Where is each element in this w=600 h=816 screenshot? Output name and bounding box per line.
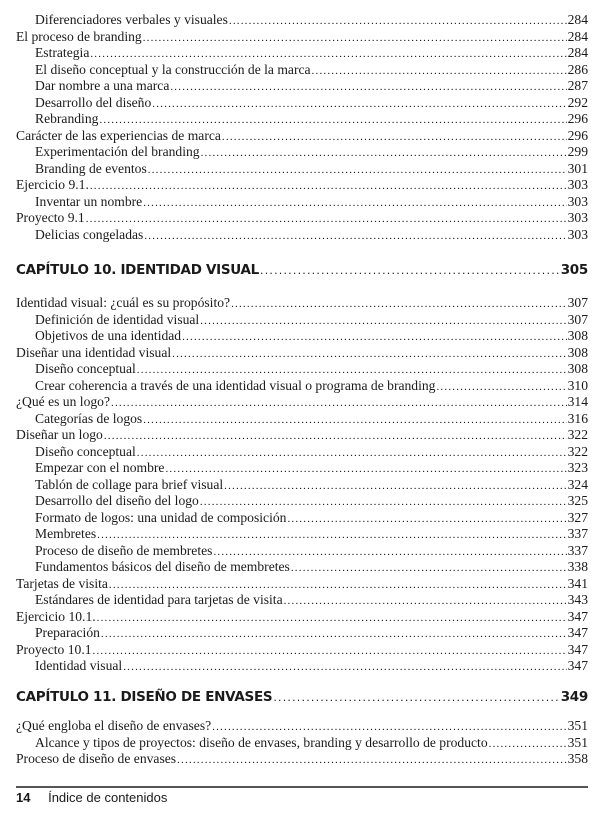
toc-entry-title: Tablón de collage para brief visual — [35, 476, 224, 492]
toc-entry-page: 303 — [567, 177, 588, 192]
toc-entry[interactable] — [16, 576, 588, 593]
toc-entry[interactable] — [16, 543, 588, 560]
toc-entry-page: 287 — [567, 78, 588, 93]
toc-entry-title: Delicias congeladas — [35, 226, 144, 242]
dot-leader — [101, 626, 567, 643]
toc-entry-title: Proceso de diseño de envases — [16, 751, 177, 766]
toc-entry[interactable] — [16, 62, 588, 79]
toc-entry-title: Diseño conceptual — [35, 443, 136, 459]
dot-leader — [104, 428, 567, 445]
toc-entry[interactable] — [16, 177, 588, 194]
dot-leader — [111, 395, 567, 412]
toc-entry-page: 325 — [567, 493, 588, 508]
toc-entry[interactable] — [16, 718, 588, 735]
dot-leader — [99, 112, 566, 129]
toc-section-chapter-10 — [16, 295, 588, 675]
toc-entry-title: Carácter de las experiencias de marca — [16, 127, 221, 143]
toc-entry-title: Proyecto 9.1 — [16, 210, 85, 225]
toc-entry[interactable] — [16, 642, 588, 659]
toc-section-chapter-9-end — [16, 12, 588, 243]
toc-entry[interactable] — [16, 210, 588, 227]
toc-entry-title: Preparación — [35, 625, 100, 640]
dot-leader — [231, 296, 567, 313]
toc-entry-title: Diferenciadores verbales y visuales — [35, 12, 228, 27]
dot-leader — [152, 96, 566, 113]
toc-entry-title: Objetivos de una identidad — [35, 328, 182, 343]
dot-leader — [260, 264, 560, 277]
toc-entry-title: Alcance y tipos de proyectos: diseño de envases, branding y desarrollo de producto — [35, 734, 488, 750]
toc-entry-page: 296 — [567, 111, 588, 126]
toc-entry[interactable] — [16, 444, 588, 461]
toc-entry[interactable] — [16, 477, 588, 494]
toc-entry-title: Proceso de diseño de membretes — [35, 542, 213, 558]
toc-entry-page: 303 — [567, 210, 588, 225]
dot-leader — [93, 643, 567, 660]
toc-entry-page: 351 — [567, 734, 588, 750]
toc-entry-title: Identidad visual: ¿cuál es su propósito? — [16, 295, 231, 310]
toc-entry-page: 301 — [567, 160, 588, 176]
toc-entry-page: 343 — [567, 592, 588, 607]
toc-entry-title: Diseñar un logo — [16, 427, 103, 442]
page-footer — [16, 790, 167, 805]
dot-leader — [97, 527, 566, 544]
toc-entry-page: 314 — [567, 394, 588, 409]
footer-page-number: 14 — [16, 790, 31, 805]
toc-entry-page: 323 — [567, 460, 588, 475]
footer-title: Índice de contenidos — [48, 790, 168, 805]
toc-entry-title: Dar nombre a una marca — [35, 78, 170, 93]
toc-entry-title: Categorías de logos — [35, 410, 143, 426]
dot-leader — [224, 478, 566, 495]
toc-entry-title: Tarjetas de visita — [16, 575, 108, 591]
toc-entry-title: Ejercicio 9.1. — [16, 177, 89, 192]
toc-entry[interactable] — [16, 592, 588, 609]
toc-entry[interactable] — [16, 658, 588, 675]
dot-leader — [312, 63, 567, 80]
toc-entry[interactable] — [16, 111, 588, 128]
dot-leader — [97, 610, 567, 627]
toc-entry-page: 284 — [567, 45, 588, 60]
toc-entry[interactable] — [16, 751, 588, 768]
dot-leader — [109, 577, 567, 594]
toc-entry-title: Diseñar una identidad visual — [16, 344, 172, 360]
dot-leader — [143, 195, 566, 212]
toc-entry-title: ¿Qué es un logo? — [16, 394, 110, 409]
toc-entry[interactable] — [16, 427, 588, 444]
dot-leader — [182, 329, 567, 346]
dot-leader — [177, 752, 567, 769]
toc-entry-title: Inventar un nombre — [35, 193, 143, 209]
chapter-title: CAPÍTULO 10. IDENTIDAD VISUAL — [16, 262, 259, 278]
chapter-title: CAPÍTULO 11. DISEÑO DE ENVASES — [16, 689, 273, 705]
dot-leader — [212, 719, 566, 736]
toc-entry-title: Estándares de identidad para tarjetas de visita — [35, 592, 283, 607]
dot-leader — [201, 145, 567, 162]
toc-entry[interactable] — [16, 312, 588, 329]
toc-entry-title: Membretes — [35, 526, 97, 541]
toc-entry-page: 308 — [567, 328, 588, 343]
toc-entry[interactable] — [16, 460, 588, 477]
toc-entry-page: 308 — [567, 361, 588, 376]
dot-leader — [172, 346, 566, 363]
toc-entry[interactable] — [16, 609, 588, 626]
toc-entry-title: El proceso de branding — [16, 28, 142, 44]
toc-entry-page: 307 — [567, 311, 588, 327]
toc-entry[interactable] — [16, 394, 588, 411]
toc-entry-page: 337 — [567, 542, 588, 558]
toc-entry-page: 292 — [567, 94, 588, 110]
chapter-heading-10[interactable] — [16, 262, 588, 278]
dot-leader — [90, 46, 566, 63]
toc-entry-title: Ejercicio 10.1. — [16, 608, 96, 624]
toc-entry-page: 337 — [567, 526, 588, 541]
dot-leader — [170, 79, 566, 96]
toc-entry-page: 284 — [567, 12, 588, 27]
toc-entry[interactable] — [16, 411, 588, 428]
toc-entry-title: Diseño conceptual — [35, 361, 136, 376]
toc-entry-page: 303 — [567, 193, 588, 209]
toc-entry[interactable] — [16, 345, 588, 362]
dot-leader — [213, 544, 566, 561]
toc-entry-title: Proyecto 10.1 — [16, 641, 92, 657]
chapter-page: 305 — [560, 262, 588, 278]
toc-entry-page: 284 — [567, 28, 588, 44]
toc-entry-page: 347 — [567, 641, 588, 657]
dot-leader — [222, 129, 567, 146]
dot-leader — [200, 313, 566, 330]
toc-entry-title: Rebranding — [35, 111, 99, 126]
toc-entry-title: Estrategia — [35, 45, 90, 60]
toc-entry-page: 324 — [567, 476, 588, 492]
dot-leader — [144, 228, 566, 245]
toc-entry[interactable] — [16, 295, 588, 312]
toc-entry-page: 307 — [567, 295, 588, 310]
toc-section-chapter-11 — [16, 718, 588, 768]
dot-leader — [489, 736, 567, 753]
dot-leader — [137, 362, 567, 379]
chapter-page: 349 — [560, 689, 588, 705]
toc-entry-title: Identidad visual — [35, 658, 123, 673]
toc-entry-title: Branding de eventos — [35, 160, 147, 176]
footer-rule — [16, 786, 588, 788]
chapter-heading-11[interactable] — [16, 689, 588, 705]
toc-entry-title: El diseño conceptual y la construcción de la marca — [35, 61, 311, 77]
toc-entry-page: 347 — [567, 608, 588, 624]
toc-entry-page: 299 — [567, 144, 588, 159]
toc-entry[interactable] — [16, 95, 588, 112]
dot-leader — [123, 659, 566, 676]
toc-entry[interactable] — [16, 526, 588, 543]
dot-leader — [273, 691, 559, 704]
toc-entry[interactable] — [16, 78, 588, 95]
dot-leader — [291, 560, 567, 577]
dot-leader — [165, 461, 566, 478]
toc-entry-page: 303 — [567, 226, 588, 242]
toc-entry-title: Formato de logos: una unidad de composición — [35, 509, 287, 525]
toc-entry[interactable] — [16, 12, 588, 29]
dot-leader — [284, 593, 567, 610]
toc-entry-page: 341 — [567, 575, 588, 591]
dot-leader — [436, 379, 566, 396]
toc-entry-page: 286 — [567, 61, 588, 77]
toc-entry-page: 322 — [567, 443, 588, 459]
toc-entry[interactable] — [16, 161, 588, 178]
toc-entry[interactable] — [16, 559, 588, 576]
dot-leader — [200, 494, 567, 511]
toc-entry-page: 347 — [567, 625, 588, 640]
toc-entry[interactable] — [16, 128, 588, 145]
toc-entry[interactable] — [16, 361, 588, 378]
toc-entry[interactable] — [16, 144, 588, 161]
toc-entry[interactable] — [16, 493, 588, 510]
toc-entry[interactable] — [16, 45, 588, 62]
toc-entry[interactable] — [16, 328, 588, 345]
toc-entry-page: 351 — [567, 718, 588, 733]
dot-leader — [143, 30, 567, 47]
toc-entry-page: 316 — [567, 410, 588, 426]
toc-entry[interactable] — [16, 194, 588, 211]
dot-leader — [86, 211, 567, 228]
toc-entry-title: ¿Qué engloba el diseño de envases? — [16, 718, 212, 733]
dot-leader — [90, 178, 567, 195]
toc-entry-title: Crear coherencia a través de una identidad visual o programa de branding — [35, 377, 436, 393]
toc-entry-page: 347 — [567, 658, 588, 673]
toc-entry[interactable] — [16, 29, 588, 46]
toc-entry[interactable] — [16, 378, 588, 395]
toc-entry-page: 327 — [567, 509, 588, 525]
toc-entry-title: Fundamentos básicos del diseño de membretes — [35, 559, 290, 574]
toc-entry[interactable] — [16, 735, 588, 752]
toc-entry-page: 308 — [567, 344, 588, 360]
dot-leader — [287, 511, 566, 528]
toc-entry[interactable] — [16, 625, 588, 642]
toc-entry-page: 358 — [567, 751, 588, 766]
dot-leader — [137, 445, 567, 462]
toc-entry-page: 310 — [567, 377, 588, 393]
toc-entry-title: Desarrollo del diseño — [35, 94, 152, 110]
toc-entry-page: 322 — [567, 427, 588, 442]
toc-entry[interactable] — [16, 510, 588, 527]
toc-entry-title: Experimentación del branding — [35, 144, 200, 159]
toc-entry-page: 338 — [567, 559, 588, 574]
toc-entry-title: Empezar con el nombre — [35, 460, 165, 475]
toc-entry-title: Desarrollo del diseño del logo — [35, 493, 199, 508]
dot-leader — [143, 412, 566, 429]
dot-leader — [229, 13, 567, 30]
dot-leader — [148, 162, 567, 179]
toc-entry-page: 296 — [567, 127, 588, 143]
toc-entry-title: Definición de identidad visual — [35, 311, 200, 327]
toc-entry[interactable] — [16, 227, 588, 244]
